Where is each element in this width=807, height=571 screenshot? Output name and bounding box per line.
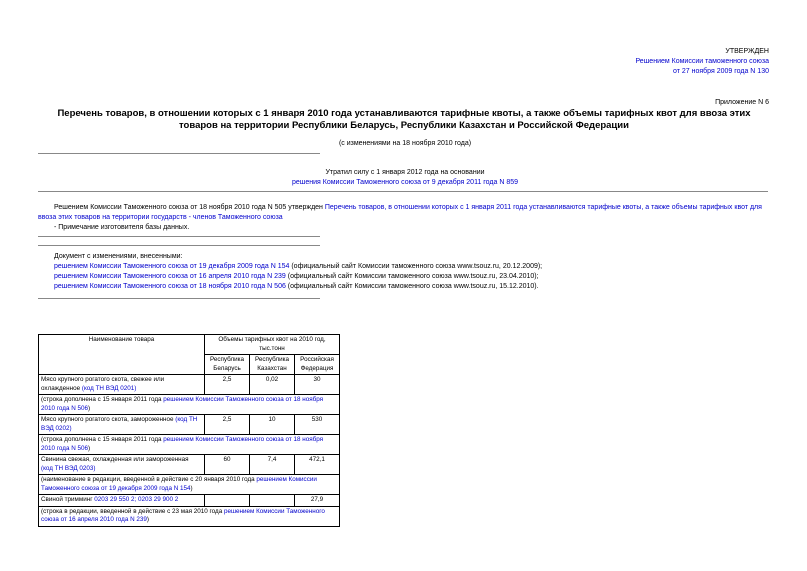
- table-note-row: [39, 435, 340, 455]
- row-note: [39, 395, 340, 415]
- change-link[interactable]: решением Комиссии Таможенного союза от 18 ноября 2010 года N 506: [54, 283, 286, 290]
- product-cell: [39, 495, 205, 507]
- lost-force-block: [190, 168, 620, 188]
- approval-decision-link[interactable]: Решением Комиссии таможенного союза: [635, 58, 769, 65]
- product-code-link[interactable]: (код ТН ВЭД 0201): [81, 384, 137, 392]
- table-row: [39, 495, 340, 507]
- row-note-end: ): [88, 444, 91, 452]
- header-belarus: Республика Беларусь: [205, 355, 250, 375]
- change-source: (официальный сайт Комиссии таможенного союза www.tsouz.ru, 23.04.2010);: [285, 273, 539, 280]
- row-note-text: (наименование в редакции, введенной в действие с 20 января 2010 года: [41, 476, 257, 483]
- change-link[interactable]: решением Комиссии Таможенного союза от 19 декабря 2009 года N 154: [54, 263, 290, 270]
- value-kazakhstan: 10: [250, 415, 295, 435]
- approval-date-link[interactable]: от 27 ноября 2009 года N 130: [673, 68, 769, 75]
- product-name: Свиной тримминг: [41, 496, 93, 503]
- approval-block: [469, 47, 769, 77]
- table-header-row: [39, 335, 340, 355]
- change-item: [54, 272, 774, 282]
- value-russia: 27,9: [295, 495, 340, 507]
- page-title: Перечень товаров, в отношении которых с 1 января 2010 года устанавливаются тарифные квоты, а также объемы тарифных квот для ввоза этих товаров на территории Республики Беларусь, Республики Казахстан и Российской Федерации: [57, 108, 751, 131]
- changes-block: [54, 252, 774, 292]
- lost-force-link[interactable]: решения Комиссии Таможенного союза от 9 декабря 2011 года N 859: [291, 179, 519, 186]
- change-item: [54, 282, 774, 292]
- table-note-row: [39, 475, 340, 495]
- product-code-link[interactable]: (код ТН ВЭД 0203): [41, 464, 96, 472]
- row-note-end: ): [146, 516, 149, 523]
- table-note-row: [39, 506, 340, 526]
- value-russia: 30: [295, 375, 340, 395]
- row-note: [39, 475, 340, 495]
- value-russia: 472,1: [295, 455, 340, 475]
- amendment-note: (с изменениями на 18 ноября 2010 года): [338, 140, 472, 147]
- divider: [38, 245, 320, 246]
- product-name: Мясо крупного рогатого скота, свежее или охлажденное: [41, 376, 165, 392]
- row-note-text: (строка дополнена с 15 января 2011 года: [41, 396, 164, 403]
- row-note-text: (строка в редакции, введенной в действие с 23 мая 2010 года: [41, 507, 224, 515]
- value-kazakhstan: 7,4: [250, 455, 295, 475]
- row-note-end: ): [190, 484, 193, 492]
- changes-intro: Документ с изменениями, внесенными:: [54, 253, 183, 260]
- approval-title: УТВЕРЖДЕН: [725, 48, 769, 55]
- header-volumes: Объемы тарифных квот на 2010 год, тыс.тонн: [205, 335, 340, 355]
- change-link[interactable]: решением Комиссии Таможенного союза от 16 апреля 2010 года N 239: [54, 273, 286, 280]
- value-russia: 530: [295, 415, 340, 435]
- value-belarus: 2,5: [205, 415, 250, 435]
- table-note-row: [39, 395, 340, 415]
- value-kazakhstan: [250, 495, 295, 507]
- header-russia: Российская Федерация: [295, 355, 340, 375]
- row-note-link[interactable]: решением Комиссии Таможенного союза от 18 ноября 2010 года N 506: [41, 396, 324, 412]
- row-note-link[interactable]: решением Комиссии Таможенного союза от 19 декабря 2009 года N 154: [41, 476, 317, 492]
- change-item: [54, 262, 774, 272]
- table-row: [39, 375, 340, 395]
- row-note-text: (строка дополнена с 15 января 2011 года: [41, 436, 164, 443]
- row-note-end: ): [88, 404, 91, 412]
- header-kazakhstan: Республика Казахстан: [250, 355, 295, 375]
- divider: [38, 153, 320, 154]
- lost-force-text: Утратил силу с 1 января 2012 года на основании: [325, 169, 485, 176]
- divider: [38, 298, 320, 299]
- appendix-label: Приложение N 6: [715, 99, 769, 106]
- product-code-link[interactable]: (код ТН ВЭД 0202): [41, 416, 198, 432]
- table-row: [39, 455, 340, 475]
- change-source: (официальный сайт Комиссии таможенного союза www.tsouz.ru, 20.12.2009);: [289, 263, 543, 270]
- db-note-text: Решением Комиссии Таможенного союза от 18 ноября 2010 года N 505 утвержден: [54, 204, 325, 211]
- row-note: [39, 435, 340, 455]
- product-name: Мясо крупного рогатого скота, замороженное: [41, 416, 174, 423]
- product-name: Свинина свежая, охлажденная или замороженная: [41, 456, 189, 463]
- row-note-link[interactable]: решением Комиссии Таможенного союза от 18 ноября 2010 года N 506: [41, 436, 324, 452]
- table-row: [39, 415, 340, 435]
- divider: [38, 191, 768, 192]
- db-note-remark: - Примечание изготовителя базы данных.: [54, 224, 190, 231]
- product-cell: [39, 415, 205, 435]
- value-kazakhstan: 0,02: [250, 375, 295, 395]
- value-belarus: [205, 495, 250, 507]
- header-product-name: Наименование товара: [39, 335, 205, 375]
- product-code-link[interactable]: 0203 29 550 2; 0203 29 900 2: [94, 496, 179, 503]
- product-cell: [39, 375, 205, 395]
- change-source: (официальный сайт Комиссии таможенного союза www.tsouz.ru, 15.12.2010).: [285, 283, 539, 290]
- db-note: [38, 203, 768, 233]
- db-note-link[interactable]: Перечень товаров, в отношении которых с 1 января 2011 года устанавливаются тарифные квоты, а также объемы тарифных квот для ввоза этих товаров на территории государств - членов Таможенного союза: [38, 204, 762, 221]
- row-note: [39, 506, 340, 526]
- product-cell: [39, 455, 205, 475]
- row-note-link[interactable]: решением Комиссии Таможенного союза от 16 апреля 2010 года N 239: [41, 507, 325, 523]
- value-belarus: 2,5: [205, 375, 250, 395]
- value-belarus: 60: [205, 455, 250, 475]
- quota-table: [38, 334, 340, 527]
- divider: [38, 236, 320, 237]
